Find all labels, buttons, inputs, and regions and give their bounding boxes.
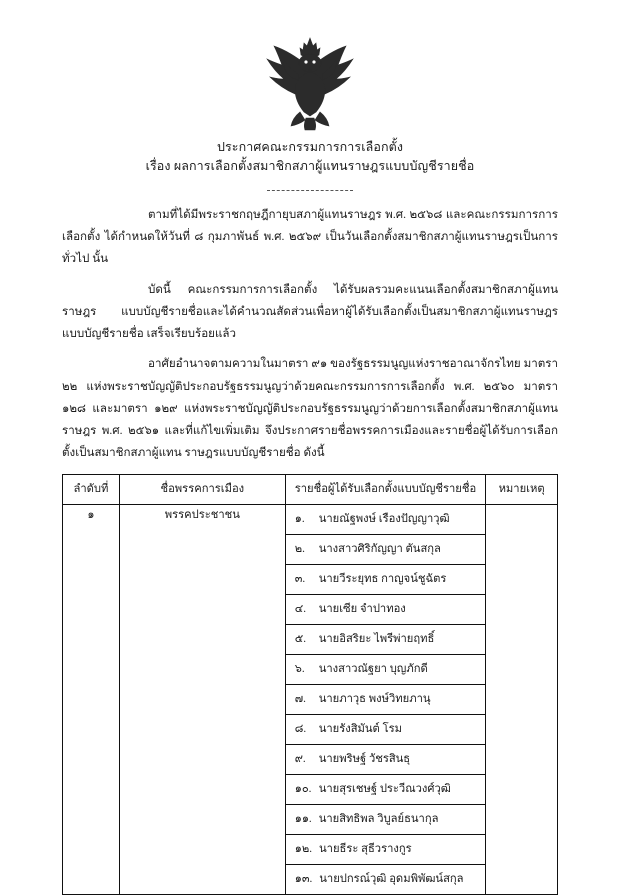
page-title: ประกาศคณะกรรมการการเลือกตั้ง	[216, 140, 404, 154]
list-item-number: ๑๒.	[294, 842, 313, 855]
list-item	[286, 565, 485, 595]
list-item	[286, 805, 485, 835]
list-item-name: นายสิทธิพล วิบูลย์ธนากุล	[318, 812, 439, 825]
list-item-number: ๑๓.	[294, 872, 313, 885]
list-item-number: ๔.	[294, 602, 306, 615]
paragraph-1-line-1: ตามที่ได้มีพระราชกฤษฎีกายุบสภาผู้แทนราษฎร พ.ศ. ๒๕๖๘ และคณะกรรมการการเลือกตั้ง	[62, 207, 558, 243]
list-item-number: ๑.	[294, 512, 305, 525]
list-item	[286, 685, 485, 715]
paragraph-2	[62, 279, 558, 346]
list-item-name: นายอิสริยะ ไพรีพ่ายฤทธิ์	[318, 632, 435, 645]
list-item	[286, 865, 485, 894]
list-item	[286, 775, 485, 805]
emblem-container	[0, 0, 620, 132]
list-item	[286, 625, 485, 655]
column-header-order: ลำดับที่	[63, 474, 120, 504]
list-item-number: ๕.	[294, 632, 306, 645]
table-body	[63, 504, 558, 894]
list-item	[286, 715, 485, 745]
paragraph-3-line-1: อาศัยอำนาจตามความในมาตรา ๙๑ ของรัฐธรรมนูญแห่งราชอาณาจักรไทย มาตรา ๒๒	[62, 357, 558, 393]
paragraph-2-line-3: เสร็จเรียบร้อยแล้ว	[146, 327, 237, 340]
paragraph-2-line-2: แบบบัญชีรายชื่อและได้คำนวณสัดส่วนเพื่อหาผู้ได้รับเลือกตั้งเป็นสมาชิกสภาผู้แทนราษฎรแบบบัญชีรายชื่อ	[62, 304, 558, 340]
column-header-note: หมายเหตุ	[486, 474, 558, 504]
list-item-name: นายณัฐพงษ์ เรืองปัญญาวุฒิ	[318, 512, 450, 525]
list-item-name: นายสุรเชษฐ์ ประวีณวงศ์วุฒิ	[318, 782, 451, 795]
divider-container	[0, 190, 620, 191]
list-item-name: นายพริษฐ์ วัชรสินธุ	[318, 752, 411, 765]
elected-names-list	[286, 505, 485, 894]
cell-elected-names	[285, 504, 485, 894]
list-item-name: นางสาวศิริกัญญา ตันสกุล	[318, 542, 441, 555]
paragraph-3-line-5: ราษฎรแบบบัญชีรายชื่อ ดังนี้	[184, 446, 325, 460]
results-table-container	[0, 474, 620, 895]
title-block	[0, 138, 620, 177]
list-item-number: ๘.	[294, 722, 307, 735]
paragraph-3-line-3: และมาตรา ๑๒๙ แห่งพระราชบัญญัติประกอบรัฐธรรมนูญว่าด้วยการเลือกตั้งสมาชิกสภาผู้แทนราษฎร พ.ศ. ๒๕๖๑	[62, 401, 558, 437]
table-row	[63, 504, 558, 894]
body-text	[0, 204, 620, 465]
list-item-name: นางสาวณัฐยา บุญภักดี	[318, 662, 428, 675]
table-header	[63, 474, 558, 504]
list-item-name: นายปกรณ์วุฒิ อุดมพิพัฒน์สกุล	[319, 872, 464, 885]
list-item-number: ๑๐.	[294, 782, 312, 795]
election-results-table	[62, 474, 558, 895]
paragraph-3-line-2: แห่งพระราชบัญญัติประกอบรัฐธรรมนูญว่าด้วยคณะกรรมการการเลือกตั้ง พ.ศ. ๒๕๖๐ มาตรา ๑๒๘	[62, 379, 558, 415]
list-item-name: นายภาวุธ พงษ์วิทยภานุ	[318, 692, 431, 705]
paragraph-3	[62, 353, 558, 464]
list-item	[286, 655, 485, 685]
list-item-name: นายรังสิมันต์ โรม	[318, 722, 402, 735]
paragraph-1	[62, 204, 558, 271]
list-item-name: นายวีระยุทธ กาญจน์ชูฉัตร	[318, 572, 447, 585]
list-item	[286, 745, 485, 775]
garuda-emblem	[262, 32, 358, 132]
dashed-divider	[267, 190, 353, 191]
list-item-number: ๑๑.	[294, 812, 312, 825]
cell-party-name: พรรคประชาชน	[119, 504, 285, 894]
paragraph-2-line-1: บัดนี้ คณะกรรมการการเลือกตั้ง ได้รับผลรวมคะแนนเลือกตั้งสมาชิกสภาผู้แทนราษฎร	[62, 282, 558, 318]
cell-note	[486, 504, 558, 894]
list-item	[286, 835, 485, 865]
cell-order-number: ๑	[63, 504, 120, 894]
page-subtitle: เรื่อง ผลการเลือกตั้งสมาชิกสภาผู้แทนราษฎรแบบบัญชีรายชื่อ	[145, 159, 475, 174]
column-header-names: รายชื่อผู้ได้รับเลือกตั้งแบบบัญชีรายชื่อ	[285, 474, 485, 504]
list-item	[286, 505, 485, 535]
list-item	[286, 595, 485, 625]
paragraph-1-line-2: ได้กำหนดให้วันที่ ๘ กุมภาพันธ์ พ.ศ. ๒๕๖๙ เป็นวันเลือกตั้งสมาชิกสภาผู้แทนราษฎรเป็นการทั่วไป นั้น	[62, 230, 558, 266]
list-item-number: ๒.	[294, 542, 305, 555]
list-item-number: ๙.	[294, 752, 306, 765]
table-header-row	[63, 474, 558, 504]
list-item-number: ๗.	[294, 692, 306, 705]
list-item-number: ๖.	[294, 662, 305, 675]
list-item	[286, 535, 485, 565]
list-item-name: นายธีระ สุธีวรางกูร	[319, 842, 412, 855]
column-header-party: ชื่อพรรคการเมือง	[119, 474, 285, 504]
paragraph-3-line-4: และที่แก้ไขเพิ่มเติม จึงประกาศรายชื่อพรรคการเมืองและรายชื่อผู้ได้รับการเลือกตั้งเป็นสมาชิกสภาผู้แทน	[62, 424, 559, 460]
list-item-number: ๓.	[294, 572, 306, 585]
list-item-name: นายเซีย จำปาทอง	[318, 602, 406, 615]
